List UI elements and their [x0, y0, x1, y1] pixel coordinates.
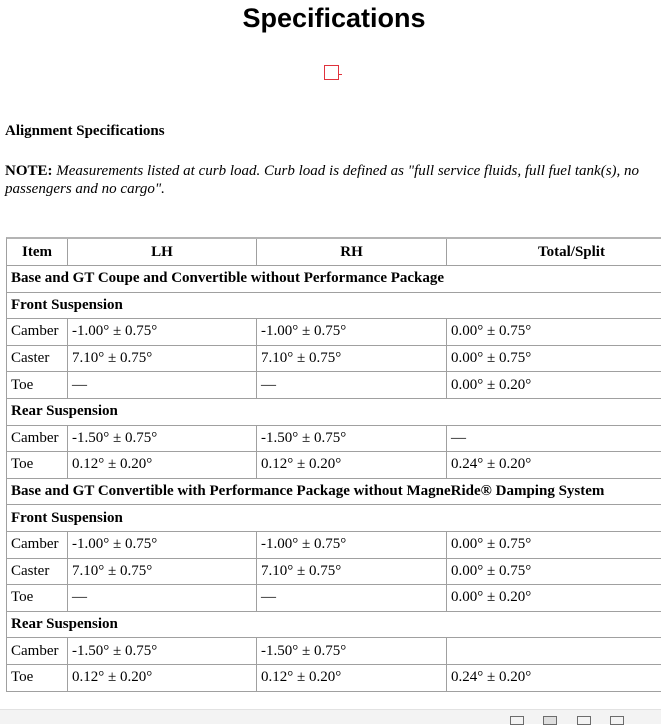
group-label: Base and GT Convertible with Performance Package without MagneRide® Damping System	[7, 479, 661, 506]
cell-total-split: 0.00° ± 0.20°	[447, 585, 661, 612]
cell-lh: —	[68, 372, 257, 399]
table-row	[7, 452, 661, 479]
cell-rh: -1.00° ± 0.75°	[257, 532, 447, 559]
cell-total-split: —	[447, 426, 661, 453]
group-label: Front Suspension	[7, 505, 661, 532]
cell-lh: 0.12° ± 0.20°	[68, 665, 257, 692]
cell-item: Toe	[7, 665, 68, 692]
column-header-item: Item	[7, 239, 68, 266]
table-row	[7, 532, 661, 559]
cell-total-split: 0.00° ± 0.75°	[447, 532, 661, 559]
cell-lh: -1.00° ± 0.75°	[68, 319, 257, 346]
viewer-bottom-bar	[0, 709, 661, 724]
table-row	[7, 426, 661, 453]
note-label: NOTE:	[5, 163, 53, 179]
cell-rh: 0.12° ± 0.20°	[257, 452, 447, 479]
cell-item: Camber	[7, 638, 68, 665]
cell-item: Toe	[7, 452, 68, 479]
table-group-row	[7, 612, 661, 639]
cell-rh: 7.10° ± 0.75°	[257, 559, 447, 586]
cell-rh: 0.12° ± 0.20°	[257, 665, 447, 692]
cell-lh: -1.50° ± 0.75°	[68, 426, 257, 453]
table-row	[7, 372, 661, 399]
section-heading: Alignment Specifications	[5, 123, 165, 139]
cell-rh: -1.50° ± 0.75°	[257, 638, 447, 665]
cell-rh: —	[257, 372, 447, 399]
table-row	[7, 585, 661, 612]
cell-item: Toe	[7, 585, 68, 612]
cell-rh: -1.00° ± 0.75°	[257, 319, 447, 346]
cell-item: Camber	[7, 426, 68, 453]
table-group-row	[7, 293, 661, 320]
table-row	[7, 346, 661, 373]
table-row	[7, 319, 661, 346]
view-continuous-icon[interactable]	[543, 716, 557, 725]
cell-item: Camber	[7, 532, 68, 559]
group-label: Base and GT Coupe and Convertible without Performance Package	[7, 266, 661, 293]
cell-item: Caster	[7, 346, 68, 373]
view-two-page-continuous-icon[interactable]	[610, 716, 624, 725]
column-header-total-split: Total/Split	[447, 239, 661, 266]
table-row	[7, 638, 661, 665]
column-header-lh: LH	[68, 239, 257, 266]
cell-lh: 7.10° ± 0.75°	[68, 559, 257, 586]
broken-image-icon	[324, 65, 339, 80]
table-group-row	[7, 399, 661, 426]
cell-rh: 7.10° ± 0.75°	[257, 346, 447, 373]
table-row	[7, 665, 661, 692]
cell-total-split: 0.00° ± 0.20°	[447, 372, 661, 399]
cell-lh: 7.10° ± 0.75°	[68, 346, 257, 373]
cell-total-split: 0.00° ± 0.75°	[447, 346, 661, 373]
cell-item: Caster	[7, 559, 68, 586]
cell-total-split: 0.00° ± 0.75°	[447, 559, 661, 586]
table-row	[7, 559, 661, 586]
note	[5, 162, 655, 198]
cell-rh: -1.50° ± 0.75°	[257, 426, 447, 453]
table-group-row	[7, 479, 661, 506]
note-text: Measurements listed at curb load. Curb load is defined as "full service fluids, full fuel tank(s), no passengers and no cargo".	[5, 163, 640, 197]
cell-lh: —	[68, 585, 257, 612]
cell-item: Toe	[7, 372, 68, 399]
table-header-row	[7, 239, 661, 266]
group-label: Rear Suspension	[7, 612, 661, 639]
column-header-rh: RH	[257, 239, 447, 266]
group-label: Front Suspension	[7, 293, 661, 320]
table-group-row	[7, 505, 661, 532]
cell-total-split: 0.24° ± 0.20°	[447, 665, 661, 692]
cell-lh: 0.12° ± 0.20°	[68, 452, 257, 479]
group-label: Rear Suspension	[7, 399, 661, 426]
view-single-icon[interactable]	[510, 716, 524, 725]
view-two-page-icon[interactable]	[577, 716, 591, 725]
cell-lh: -1.00° ± 0.75°	[68, 532, 257, 559]
cell-item: Camber	[7, 319, 68, 346]
table-body	[7, 266, 661, 692]
cell-total-split	[447, 638, 661, 665]
cell-rh: —	[257, 585, 447, 612]
cell-total-split: 0.00° ± 0.75°	[447, 319, 661, 346]
page-title: Specifications	[242, 3, 426, 33]
table-group-row	[7, 266, 661, 293]
cell-total-split: 0.24° ± 0.20°	[447, 452, 661, 479]
cell-lh: -1.50° ± 0.75°	[68, 638, 257, 665]
alignment-spec-table	[6, 237, 661, 692]
